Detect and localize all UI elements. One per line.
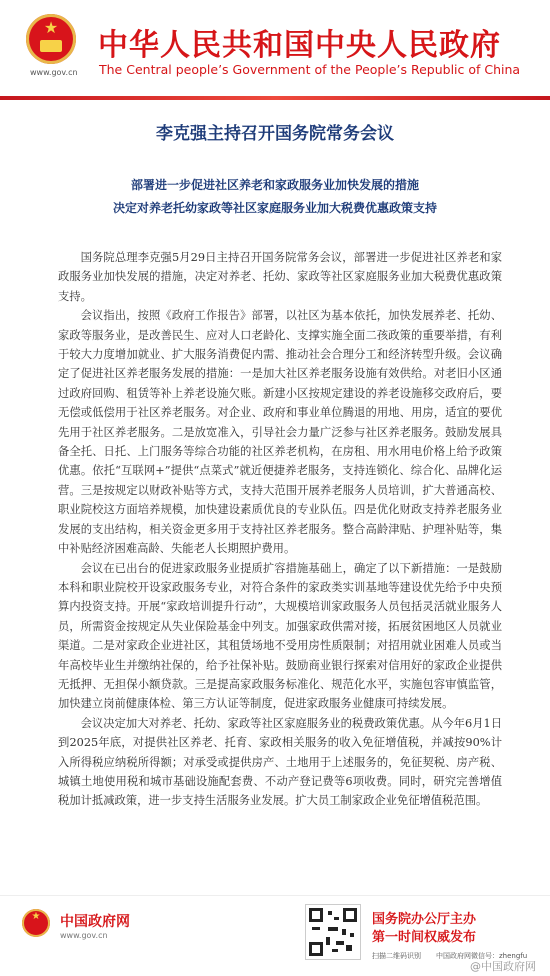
header-divider [0, 96, 550, 100]
site-name-cn: 中华人民共和国中央人民政府 [98, 28, 501, 63]
watermark: @中国政府网 [470, 960, 536, 973]
qr-code-icon[interactable] [305, 904, 361, 960]
article-title: 李克强主持召开国务院常务会议 [156, 124, 394, 144]
article-paragraph: 会议决定加大对养老、托幼、家政等社区家庭服务业的税费政策优惠。从今年6月1日到2025年底，对提供社区养老、托育、家政相关服务的收入免征增值税，并减按90%计入所得税应纳税所得额；对承受或提供房产、土地用于上述服务的，免征契税、房产税、城镇土地使用税和城市基础设施配套费、不动产登记费等6项收费。同时，研究完善增值税加计抵减政策，进一步支持生活服务业发展。扩大员工制家政企业免征增值税范围。 [58, 716, 502, 808]
article-paragraph: 会议指出，按照《政府工作报告》部署，以社区为基本依托，加快发展养老、托幼、家政等服务业，是改善民生、应对人口老龄化、支撑实施全面二孩政策的重要举措，有利于较大力度增加就业、扩大服务消费促内需、推动社会合理分工和经济转型升级。会议确定了促进社区养老服务发展的措施：一是加大社区养老服务设施有效供给。对老旧小区通过政府回购、租赁等补上养老设施欠账。新建小区按规定建设的养老设施移交政府后，要无偿或低偿用于社区养老服务。对企业、政府和事业单位腾退的用地、用房，适宜的要优先用于社区养老服务。二是放宽准入，引导社会力量广泛参与社区养老服务。鼓励发展具备全托、日托、上门服务等综合功能的社区养老机构，在房租、用水用电价格上给予政策优惠。依托“互联网+”提供“点菜式”就近便捷养老服务，支持连锁化、综合化、品牌化运营。三是按规定以财政补贴等方式，支持大范围开展养老服务人员培训，扩大普通高校、职业院校这方面培养规模，加快建设素质优良的专业队伍。四是优化财政支持养老服务业发展的支出结构，相关资金更多用于支持社区养老服务。整合高龄津贴、护理补贴等，集中补贴经济困难高龄、失能老人长期照护费用。 [58, 309, 502, 556]
article-paragraph: 会议在已出台的促进家政服务业提质扩容措施基础上，确定了以下新措施：一是鼓励本科和职业院校开设家政服务专业，对符合条件的家政类实训基地等建设优先给予中央预算内投资支持。开展“家政培训提升行动”，大规模培训家政服务人员包括灵活就业服务人员，所需资金按规定从失业保险基金中列支。加强家政供需对接，拓展贫困地区人员就业渠道。二是对家政企业进社区，其租赁场地不受用房性质限制；对招用就业困难人员或当年高校毕业生并缴纳社保的，给予社保补贴。鼓励商业银行探索对信用好的家政企业提供无抵押、无担保小额贷款。三是提高家政服务标准化、规范化水平，实施包容审慎监管，加快建立岗前健康体检、第三方认证等制度，促进家政服务业健康可持续发展。 [58, 561, 502, 711]
publisher-line-1: 国务院办公厅主办 [372, 912, 477, 927]
article-subtitle-2: 决定对养老托幼家政等社区家庭服务业加大税费优惠政策支持 [112, 201, 437, 215]
wechat-note: 中国政府网微信号：zhengfu [436, 952, 528, 960]
footer [0, 895, 550, 976]
header [0, 0, 550, 100]
footer-brand: 中国政府网 [60, 914, 130, 930]
article-subtitle-1: 部署进一步促进社区养老和家政服务业加快发展的措施 [130, 178, 419, 192]
scan-note: 扫描二维码识别 [372, 952, 421, 960]
national-emblem-icon: ★ [22, 909, 50, 937]
footer-brand-url[interactable]: www.gov.cn [60, 931, 108, 940]
site-name-en: The Central people’s Government of the People’s Republic of China [99, 62, 521, 77]
article-body [58, 248, 502, 811]
header-site-url[interactable]: www.gov.cn [30, 68, 78, 77]
national-emblem-icon: ★ [26, 14, 76, 64]
publisher-line-2: 第一时间权威发布 [372, 930, 477, 945]
article-paragraph: 国务院总理李克强5月29日主持召开国务院常务会议，部署进一步促进社区养老和家政服务业加快发展的措施，决定对养老、托幼、家政等社区家庭服务业加大税费优惠政策支持。 [58, 251, 502, 303]
